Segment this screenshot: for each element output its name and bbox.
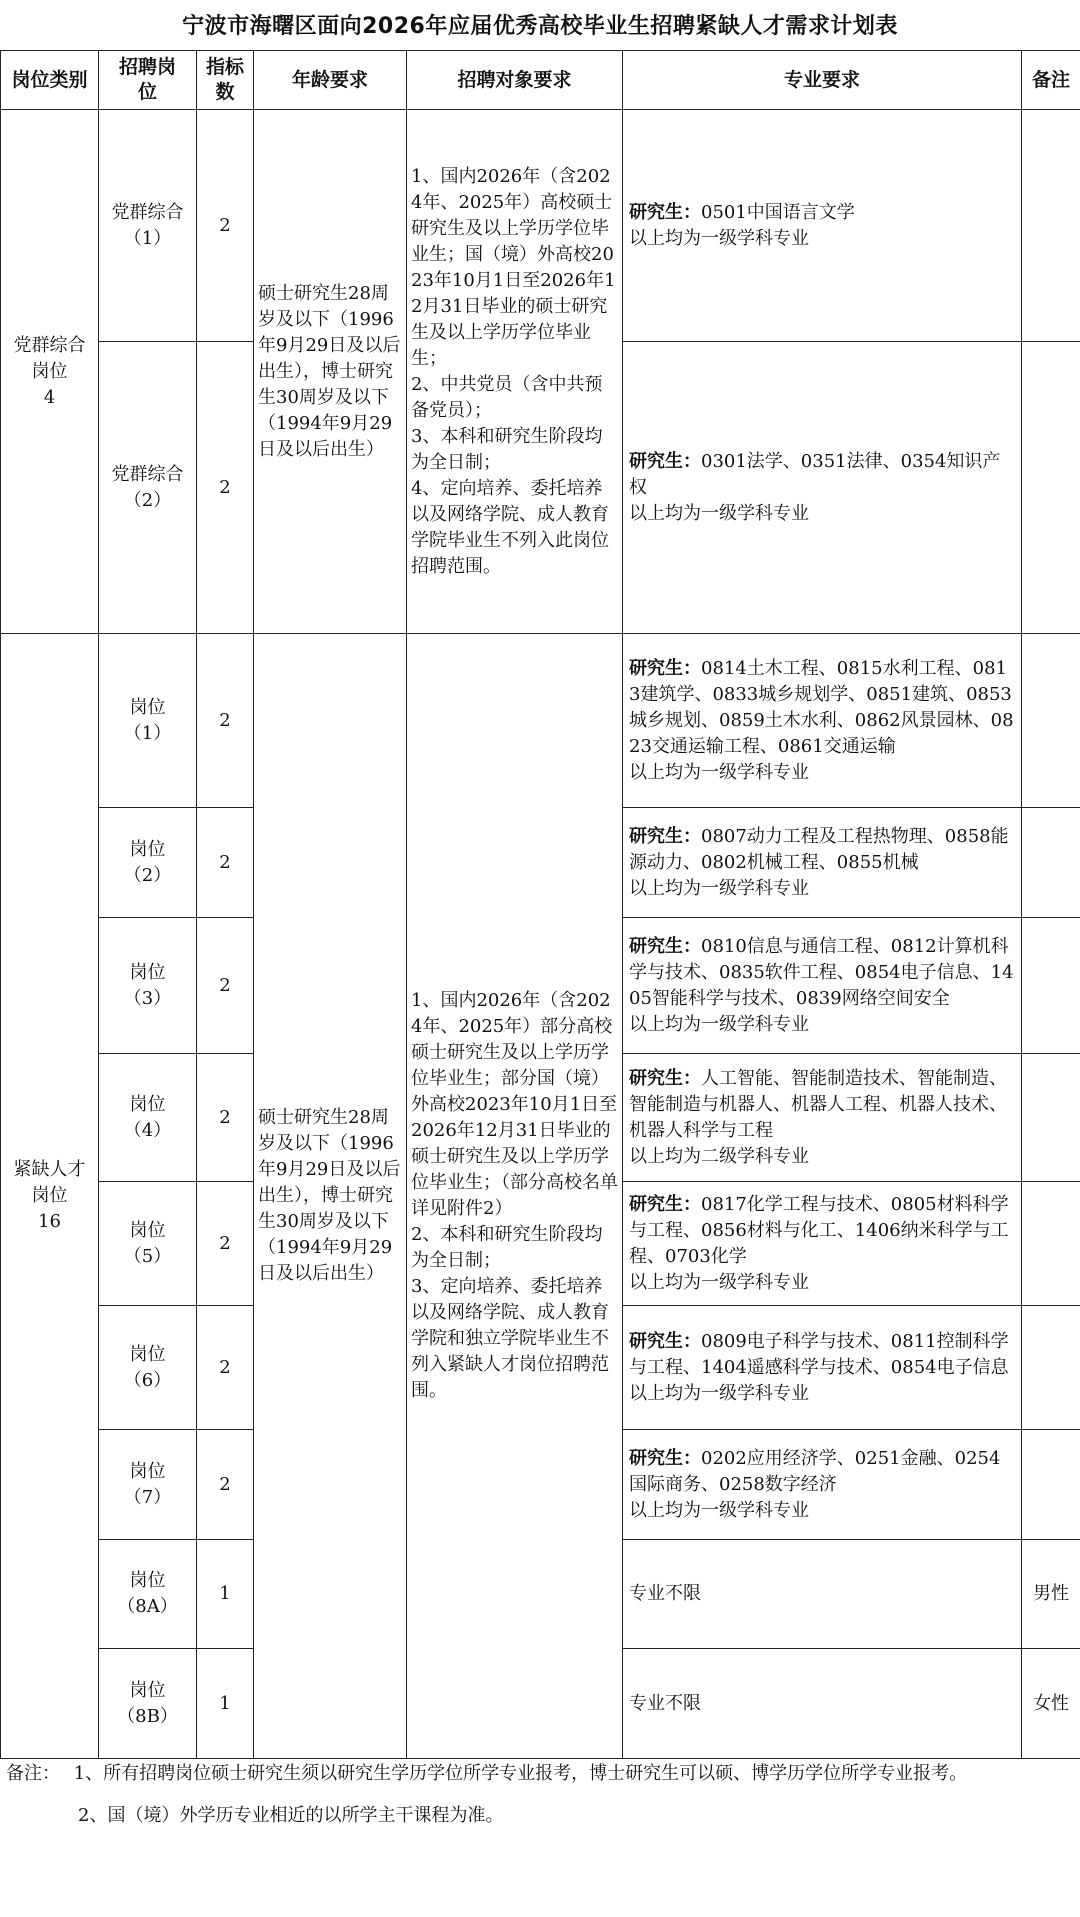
major-requirement-cell: [623, 1182, 1022, 1306]
position-cell: 党群综合 （1）: [99, 110, 197, 342]
major-requirement-cell: [623, 918, 1022, 1054]
major-note: 以上均为一级学科专业: [629, 761, 809, 783]
major-list: 专业不限: [629, 1692, 701, 1714]
major-note: 以上均为一级学科专业: [629, 502, 809, 524]
table-header-row: [1, 51, 1080, 110]
major-prefix: 研究生：: [629, 1193, 701, 1215]
position-cell: 岗位 （2）: [99, 808, 197, 918]
major-list: 0807动力工程及工程热物理、0858能源动力、0802机械工程、0855机械: [629, 825, 1009, 873]
major-note: 以上均为一级学科专业: [629, 1013, 809, 1035]
major-requirement-cell: [623, 110, 1022, 342]
major-note: 以上均为一级学科专业: [629, 877, 809, 899]
major-note: 以上均为一级学科专业: [629, 1271, 809, 1293]
remark-cell: [1022, 634, 1080, 808]
age-requirement-cell: 硕士研究生28周岁及以下（1996年9月29日及以后出生），博士研究生30周岁及以下（1994年9月29日及以后出生）: [254, 110, 407, 634]
header-age: 年龄要求: [254, 51, 407, 110]
major-requirement-cell: [623, 808, 1022, 918]
header-remark: 备注: [1022, 51, 1080, 110]
quota-cell: 2: [197, 1182, 254, 1306]
major-prefix: 研究生：: [629, 1330, 701, 1352]
header-quota: 指标 数: [197, 51, 254, 110]
major-list: 0301法学、0351法律、0354知识产权: [629, 450, 1001, 498]
major-note: 以上均为一级学科专业: [629, 1499, 809, 1521]
footnote-line2: 2、国（境）外学历专业相近的以所学主干课程为准。: [78, 1805, 504, 1826]
page-title: 宁波市海曙区面向2026年应届优秀高校毕业生招聘紧缺人才需求计划表: [182, 14, 898, 39]
header-position: 招聘岗 位: [99, 51, 197, 110]
major-list: 0817化学工程与技术、0805材料科学与工程、0856材料与化工、1406纳米科学与工程、0703化学: [629, 1193, 1009, 1267]
quota-cell: 2: [197, 1430, 254, 1540]
major-prefix: 研究生：: [629, 201, 701, 223]
major-list: 0501中国语言文学: [701, 201, 855, 223]
remark-cell: [1022, 1306, 1080, 1430]
major-note: 以上均为二级学科专业: [629, 1145, 809, 1167]
footnote: [6, 1760, 1074, 1830]
major-list: 0809电子科学与技术、0811控制科学与工程、1404遥感科学与技术、0854电子信息: [629, 1330, 1009, 1378]
category-cell: 党群综合 岗位 4: [1, 110, 99, 634]
position-cell: 岗位 （3）: [99, 918, 197, 1054]
major-requirement-cell: [623, 634, 1022, 808]
position-cell: 岗位 （6）: [99, 1306, 197, 1430]
position-cell: 岗位 （8A）: [99, 1540, 197, 1649]
major-requirement-cell: [623, 1649, 1022, 1759]
target-requirement-cell: 1、国内2026年（含2024年、2025年）高校硕士研究生及以上学历学位毕业生；国（境）外高校2023年10月1日至2026年12月31日毕业的硕士研究生及以上学历学位毕业生； 2、中共党员（含中共预备党员）； 3、本科和研究生阶段均为全日制； 4、定向培养、委托培养以及网络学院、成人教育学院毕业生不列入此岗位招聘范围。: [407, 110, 623, 634]
quota-cell: 2: [197, 1306, 254, 1430]
position-cell: 岗位 （7）: [99, 1430, 197, 1540]
remark-cell: [1022, 1054, 1080, 1182]
remark-cell: [1022, 1430, 1080, 1540]
position-cell: 岗位 （5）: [99, 1182, 197, 1306]
major-list: 0814土木工程、0815水利工程、0813建筑学、0833城乡规划学、0851建筑、0853城乡规划、0859土木水利、0862风景园林、0823交通运输工程、0861交通运输: [629, 657, 1014, 757]
remark-cell: [1022, 918, 1080, 1054]
remark-cell: [1022, 342, 1080, 634]
footnote-label: 备注：: [6, 1763, 60, 1784]
major-list: 0810信息与通信工程、0812计算机科学与技术、0835软件工程、0854电子信息、1405智能科学与技术、0839网络空间安全: [629, 935, 1014, 1009]
quota-cell: 2: [197, 634, 254, 808]
header-major: 专业要求: [623, 51, 1022, 110]
quota-cell: 2: [197, 808, 254, 918]
major-note: 以上均为一级学科专业: [629, 1382, 809, 1404]
position-cell: 岗位 （8B）: [99, 1649, 197, 1759]
major-requirement-cell: [623, 1540, 1022, 1649]
major-list: 专业不限: [629, 1583, 701, 1604]
quota-cell: 1: [197, 1540, 254, 1649]
major-requirement-cell: [623, 1430, 1022, 1540]
quota-cell: 2: [197, 918, 254, 1054]
header-category: 岗位类别: [1, 51, 99, 110]
table-row: [1, 110, 1080, 342]
target-requirement-cell: 1、国内2026年（含2024年、2025年）部分高校硕士研究生及以上学历学位毕业生；部分国（境）外高校2023年10月1日至2026年12月31日毕业的硕士研究生及以上学历学位毕业生；（部分高校名单详见附件2） 2、本科和研究生阶段均为全日制； 3、定向培养、委托培养以及网络学院、成人教育学院和独立学院毕业生不列入紧缺人才岗位招聘范围。: [407, 634, 623, 1759]
quota-cell: 1: [197, 1649, 254, 1759]
recruitment-plan-table: [0, 50, 1080, 1759]
quota-cell: 2: [197, 1054, 254, 1182]
quota-cell: 2: [197, 342, 254, 634]
age-requirement-cell: 硕士研究生28周岁及以下（1996年9月29日及以后出生），博士研究生30周岁及以下（1994年9月29日及以后出生）: [254, 634, 407, 1759]
major-requirement-cell: [623, 342, 1022, 634]
major-note: 以上均为一级学科专业: [629, 227, 809, 249]
remark-cell: 男性: [1022, 1540, 1080, 1649]
quota-cell: 2: [197, 110, 254, 342]
major-prefix: 研究生：: [629, 825, 701, 847]
position-cell: 岗位 （1）: [99, 634, 197, 808]
remark-cell: [1022, 1182, 1080, 1306]
major-prefix: 研究生：: [629, 450, 701, 472]
major-requirement-cell: [623, 1054, 1022, 1182]
position-cell: 岗位 （4）: [99, 1054, 197, 1182]
major-list: 0202应用经济学、0251金融、0254国际商务、0258数字经济: [629, 1447, 1001, 1495]
category-cell: 紧缺人才 岗位 16: [1, 634, 99, 1759]
table-row: [1, 634, 1080, 808]
remark-cell: [1022, 110, 1080, 342]
major-prefix: 研究生：: [629, 935, 701, 957]
remark-cell: 女性: [1022, 1649, 1080, 1759]
major-list: 人工智能、智能制造技术、智能制造、智能制造与机器人、机器人工程、机器人技术、机器人科学与工程: [629, 1067, 1007, 1141]
header-target: 招聘对象要求: [407, 51, 623, 110]
major-requirement-cell: [623, 1306, 1022, 1430]
major-prefix: 研究生：: [629, 657, 701, 679]
major-prefix: 研究生：: [629, 1447, 701, 1469]
position-cell: 党群综合 （2）: [99, 342, 197, 634]
footnote-line1: 1、所有招聘岗位硕士研究生须以研究生学历学位所学专业报考，博士研究生可以硕、博学历学位所学专业报考。: [73, 1763, 968, 1784]
major-prefix: 研究生：: [629, 1067, 701, 1089]
remark-cell: [1022, 808, 1080, 918]
